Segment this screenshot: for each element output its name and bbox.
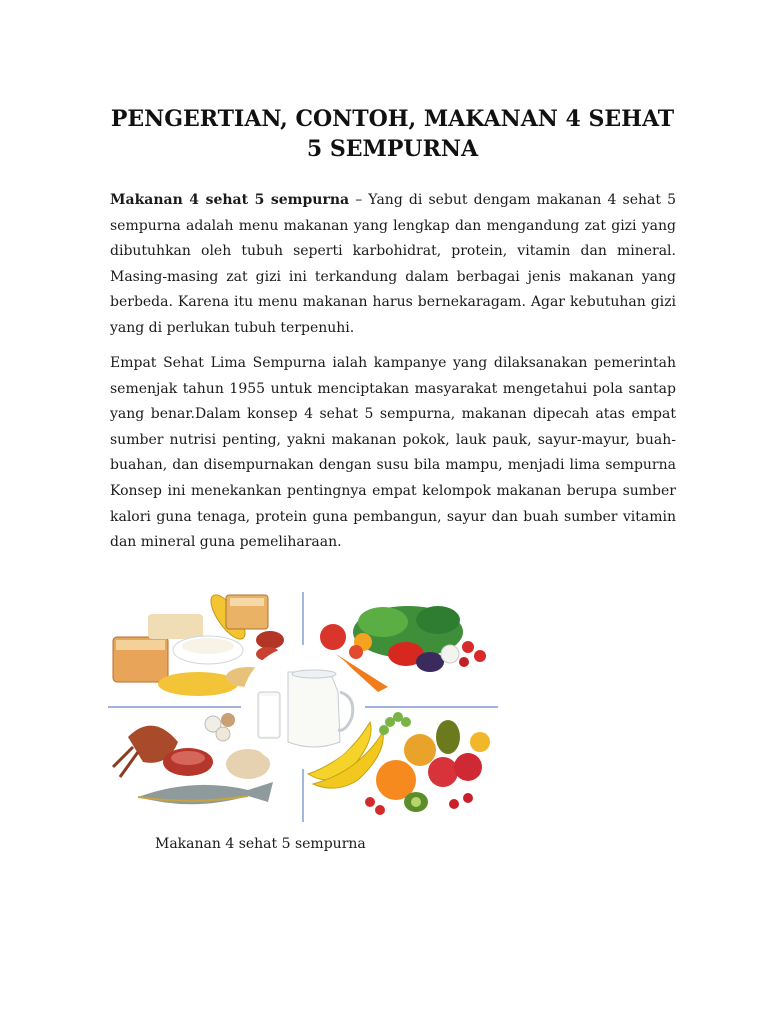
page-title: PENGERTIAN, CONTOH, MAKANAN 4 SEHAT 5 SEMPURNA — [110, 106, 675, 162]
paragraph-intro-text: – Yang di sebut dengam makanan 4 sehat 5 sempurna adalah menu makanan yang lengkap dan mengandung zat gizi yang dibutuhkan oleh tubuh seperti karbohidrat, protein, vitamin dan mineral. Masing-masing zat gizi ini terkandung dalam berbagai jenis makanan yang berbeda. Karena itu menu makanan harus bernekaragam. Agar kebutuhan gizi yang di perlukan tubuh terpenuhi. — [110, 192, 677, 336]
food-groups-image — [108, 592, 498, 822]
food-illustration — [108, 592, 498, 822]
figure-caption: Makanan 4 sehat 5 sempurna — [155, 836, 366, 852]
paragraph-campaign: Empat Sehat Lima Sempurna ialah kampanye yang dilaksanakan pemerintah semenjak tahun 1955 untuk menciptakan masyarakat mengetahui pola santap yang benar.Dalam konsep 4 sehat 5 sempurna, makanan dipecah atas empat sumber nutrisi penting, yakni makanan pokok, lauk pauk, sayur-mayur, buah-buahan, dan disempurnakan dengan susu bila mampu, menjadi lima sempurna Konsep ini menekankan pentingnya empat kelompok makanan berupa sumber kalori guna tenaga, protein guna pembangun, sayur dan buah sumber vitamin dan mineral guna pemeliharaan. — [110, 355, 676, 551]
paragraph-lead: Makanan 4 sehat 5 sempurna — [110, 192, 350, 208]
paragraph-intro — [110, 188, 676, 342]
milk-icon — [241, 645, 365, 769]
